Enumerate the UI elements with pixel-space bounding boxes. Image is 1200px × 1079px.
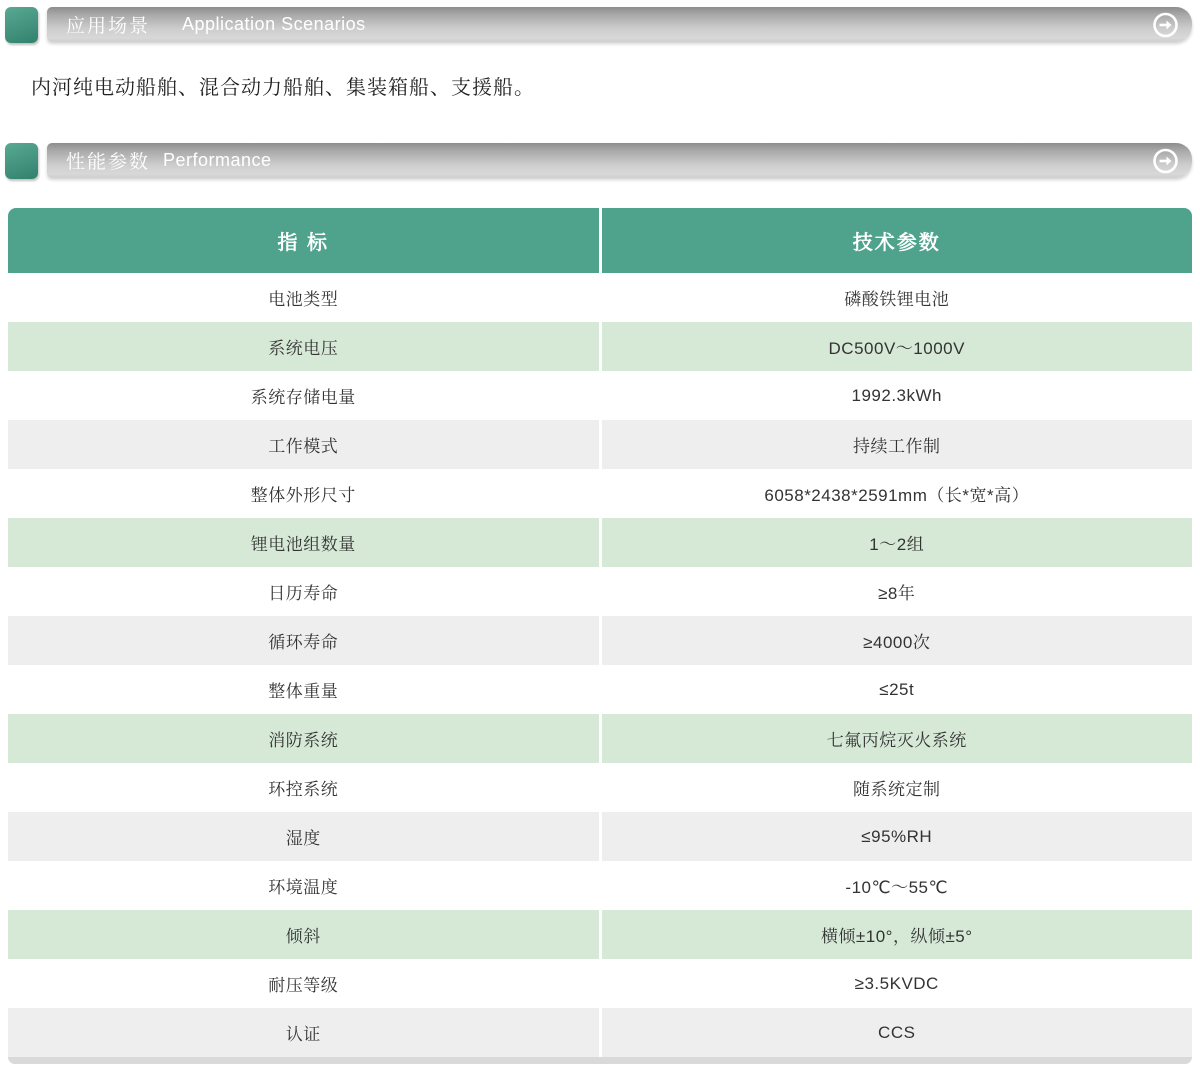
table-row [8, 861, 1192, 910]
circle-arrow-right-icon [1152, 11, 1179, 38]
table-row [8, 714, 1192, 763]
section-title-en: Application Scenarios [182, 14, 366, 34]
section-header-application-scenarios [0, 7, 1200, 42]
indicator-cell: 整体外形尺寸 [8, 469, 602, 518]
section-title-zh: 应用场景 [66, 16, 151, 37]
table-row [8, 420, 1192, 469]
value-cell: CCS [878, 1022, 916, 1042]
indicator-cell: 系统存储电量 [8, 371, 602, 420]
indicator-cell: 湿度 [8, 812, 602, 861]
value-cell: 1～2组 [869, 535, 925, 554]
table-bottom-shadow [8, 1057, 1192, 1064]
table-header-tech-params: 技术参数 [852, 232, 941, 254]
table-row [8, 959, 1192, 1008]
indicator-cell: 认证 [8, 1008, 602, 1057]
circle-arrow-right-icon [1152, 147, 1179, 174]
indicator-cell: 日历寿命 [8, 567, 602, 616]
section-header-performance [0, 143, 1200, 178]
table-row [8, 1008, 1192, 1057]
value-cell: 6058*2438*2591mm（长*宽*高） [764, 486, 1030, 505]
table-row [8, 469, 1192, 518]
indicator-cell: 循环寿命 [8, 616, 602, 665]
indicator-cell: 消防系统 [8, 714, 602, 763]
value-cell: 七氟丙烷灭火系统 [826, 731, 967, 750]
application-scenarios-text: 内河纯电动船舶、混合动力船舶、集装箱船、支援船。 [31, 77, 535, 99]
table-row [8, 910, 1192, 959]
section-banner [47, 143, 1192, 178]
indicator-cell: 系统电压 [8, 322, 602, 371]
value-cell: 1992.3kWh [851, 385, 942, 405]
table-row [8, 665, 1192, 714]
value-cell: ≥4000次 [863, 633, 931, 652]
table-header-indicator: 指 标 [8, 208, 602, 273]
indicator-cell: 锂电池组数量 [8, 518, 602, 567]
indicator-cell: 环境温度 [8, 861, 602, 910]
value-cell: 随系统定制 [853, 780, 941, 799]
performance-table [8, 208, 1192, 1064]
value-cell: 持续工作制 [853, 437, 941, 456]
value-cell: ≤95%RH [861, 826, 933, 846]
table-row [8, 518, 1192, 567]
table-row [8, 812, 1192, 861]
value-cell: ≥3.5KVDC [854, 973, 939, 993]
indicator-cell: 环控系统 [8, 763, 602, 812]
section-banner [47, 7, 1192, 42]
section-title-zh: 性能参数 [66, 152, 151, 173]
indicator-cell: 耐压等级 [8, 959, 602, 1008]
table-row [8, 616, 1192, 665]
table-body [8, 273, 1192, 1057]
table-row [8, 322, 1192, 371]
value-cell: ≥8年 [878, 584, 916, 603]
value-cell: -10℃～55℃ [845, 878, 949, 897]
indicator-cell: 电池类型 [8, 273, 602, 322]
table-row [8, 763, 1192, 812]
indicator-cell: 工作模式 [8, 420, 602, 469]
section-title-en: Performance [163, 150, 272, 170]
value-cell: ≤25t [879, 679, 915, 699]
value-cell: 横倾±10°，纵倾±5° [820, 927, 973, 946]
indicator-cell: 倾斜 [8, 910, 602, 959]
table-header-row [8, 208, 1192, 273]
section-accent-square [5, 143, 38, 179]
section-accent-square [5, 7, 38, 43]
indicator-cell: 整体重量 [8, 665, 602, 714]
value-cell: DC500V～1000V [828, 339, 965, 358]
table-row [8, 371, 1192, 420]
value-cell: 磷酸铁锂电池 [844, 290, 950, 309]
table-row [8, 273, 1192, 322]
table-row [8, 567, 1192, 616]
